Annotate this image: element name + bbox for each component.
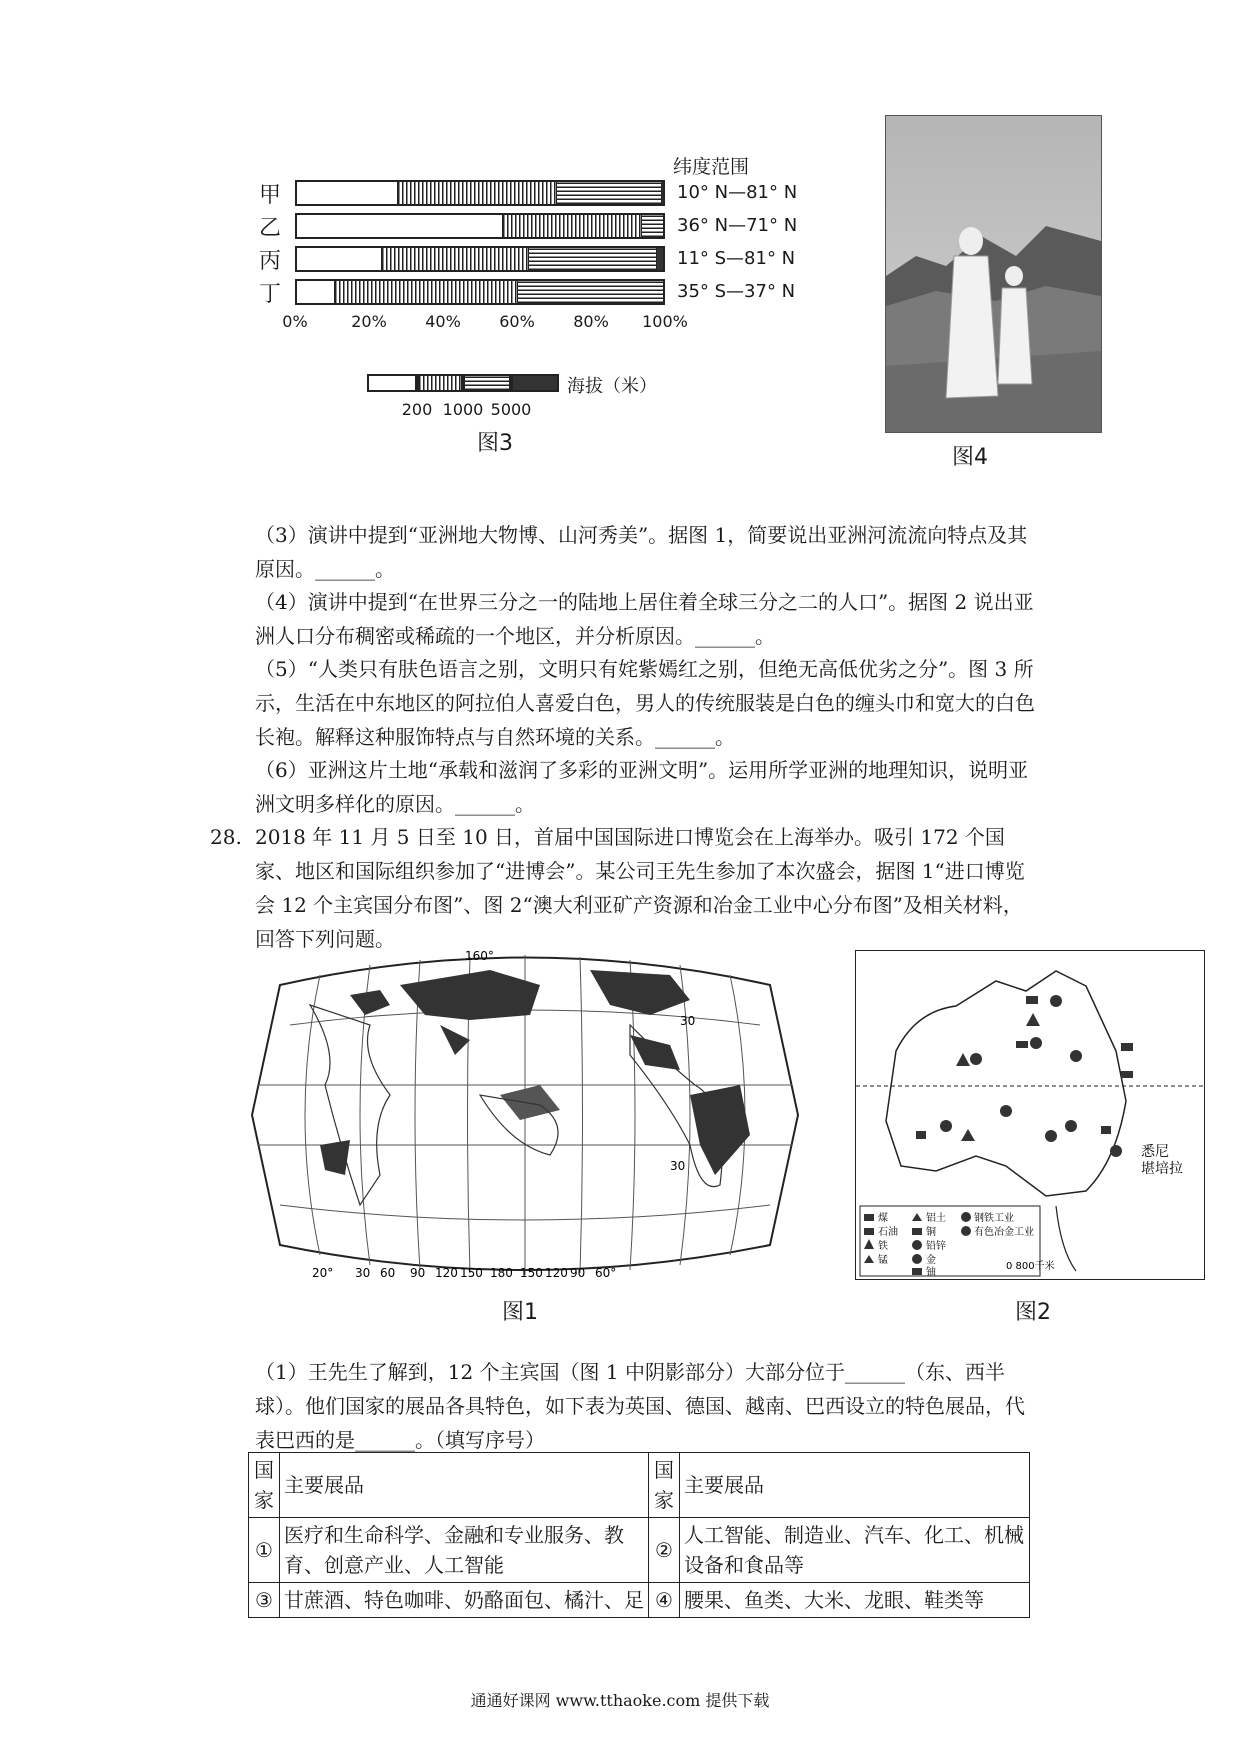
axis-tick: 100%	[642, 312, 688, 331]
altitude-segment	[528, 248, 656, 270]
axis-tick: 0%	[282, 312, 308, 331]
map1-lon-bottom: 20°	[312, 1266, 334, 1280]
question-6: （6）亚洲这片土地“承载和滋润了多彩的亚洲文明”。运用所学亚洲的地理知识，说明亚洲文明多样化的原因。______。	[255, 758, 1029, 816]
altitude-segment	[641, 215, 663, 237]
table-cell-number: ①	[249, 1518, 280, 1583]
map1-lat-label: 30	[670, 1159, 686, 1173]
altitude-segment	[661, 182, 663, 204]
altitude-segment	[381, 248, 527, 270]
map2-legend-item: 煤	[878, 1213, 888, 1224]
table-header-exhibits: 主要展品	[680, 1453, 1030, 1518]
latitude-range: 10° N—81° N	[677, 182, 798, 203]
australia-map-figure-2	[855, 950, 1205, 1280]
question-4: （4）演讲中提到“在世界三分之一的陆地上居住着全球三分之二的人口”。据图 2 说出亚洲人口分布稠密或稀疏的一个地区，并分析原因。______。	[255, 590, 1034, 648]
altitude-segment	[297, 215, 502, 237]
question-28-number: 28.	[210, 825, 242, 849]
row-label: 丙	[258, 249, 281, 274]
map1-lon-bottom: 120	[435, 1266, 458, 1280]
altitude-segment	[334, 281, 517, 303]
altitude-segment	[297, 281, 334, 303]
map2-legend-item: 有色冶金工业	[974, 1227, 1034, 1238]
altitude-segment	[656, 248, 663, 270]
map1-lon-bottom: 150	[460, 1266, 483, 1280]
latitude-range: 36° N—71° N	[677, 215, 798, 236]
axis-tick: 20%	[351, 312, 387, 331]
axis-tick: 60%	[499, 312, 535, 331]
figure-3-altitude-chart	[255, 156, 875, 460]
altitude-segment	[502, 215, 641, 237]
axis-tick: 80%	[573, 312, 609, 331]
figure-4-photo	[885, 115, 1102, 433]
map1-lon-bottom: 90	[410, 1266, 426, 1280]
altitude-segment	[517, 281, 663, 303]
altitude-segment	[397, 182, 556, 204]
map1-lon-label: 160°	[465, 949, 494, 963]
axis-tick: 40%	[425, 312, 461, 331]
figure-2-caption: 图2	[1015, 1300, 1051, 1325]
map2-legend-item: 铜	[926, 1227, 936, 1238]
map1-lon-bottom: 180	[490, 1266, 513, 1280]
latitude-range: 11° S—81° N	[677, 248, 796, 269]
table-row	[249, 1518, 1030, 1583]
table-cell-number: ④	[649, 1583, 680, 1618]
legend-value: 1000	[442, 400, 484, 419]
map1-lat-label: 30	[680, 1014, 696, 1028]
legend-swatch-200-1000	[417, 374, 463, 392]
map1-lon-bottom: 30	[355, 1266, 371, 1280]
row-label: 丁	[258, 282, 281, 307]
question-28-text: 2018 年 11 月 5 日至 10 日，首届中国国际进口博览会在上海举办。吸引 172 个国家、地区和国际组织参加了“进博会”。某公司王先生参加了本次盛会，据图 1“进口博览会 12 个主宾国分布图”、图 2“澳大利亚矿产资源和冶金工业中心分布图”及相关材料，回答下列问题。	[255, 825, 1025, 951]
altitude-bar	[295, 246, 665, 272]
map1-lon-bottom: 60°	[595, 1266, 617, 1280]
map1-lon-bottom: 120	[545, 1266, 568, 1280]
map2-legend-item: 金	[926, 1255, 936, 1266]
table-cell-exhibits: 甘蔗酒、特色咖啡、奶酪面包、橘汁、足	[280, 1583, 649, 1618]
question-28-1: （1）王先生了解到，12 个主宾国（图 1 中阴影部分）大部分位于______（东、西半球）。他们国家的展品各具特色，如下表为英国、德国、越南、巴西设立的特色展品，代表巴西的是______。（填写序号）	[255, 1360, 1025, 1452]
question-5: （5）“人类只有肤色语言之别，文明只有姹紫嫣红之别，但绝无高低优劣之分”。图 3 所示，生活在中东地区的阿拉伯人喜爱白色，男人的传统服装是白色的缠头巾和宽大的白色长袍。解释这种服饰特点与自然环境的关系。______。	[255, 657, 1035, 749]
figure-1-caption: 图1	[502, 1300, 538, 1325]
legend-swatch-1000-5000	[463, 374, 511, 392]
map2-city: 悉尼	[1141, 1144, 1169, 1160]
page-footer: 通通好课网 www.tthaoke.com 提供下载	[470, 1691, 770, 1710]
map1-lon-bottom: 60	[380, 1266, 396, 1280]
table-row	[249, 1583, 1030, 1618]
table-header-exhibits: 主要展品	[280, 1453, 649, 1518]
map2-legend-item: 铝土	[926, 1213, 946, 1224]
table-cell-number: ③	[249, 1583, 280, 1618]
legend-swatch-above-5000	[511, 374, 559, 392]
map2-legend-item: 锰	[878, 1255, 888, 1266]
map1-lon-bottom: 90	[570, 1266, 586, 1280]
figure-4-caption: 图4	[952, 445, 988, 470]
latitude-range: 35° S—37° N	[677, 281, 796, 302]
row-label: 甲	[258, 183, 281, 208]
question-3: （3）演讲中提到“亚洲地大物博、山河秀美”。据图 1，简要说出亚洲河流流向特点及其原因。______。	[255, 523, 1028, 581]
map2-legend-item: 铁	[878, 1241, 888, 1252]
altitude-segment	[297, 248, 381, 270]
map1-lon-bottom: 150	[520, 1266, 543, 1280]
table-header-row	[249, 1453, 1030, 1518]
lat-range-header: 纬度范围	[673, 156, 750, 178]
altitude-bar	[295, 180, 665, 206]
table-cell-number: ②	[649, 1518, 680, 1583]
legend-swatch-0-200	[367, 374, 417, 392]
table-cell-exhibits: 医疗和生命科学、金融和专业服务、教育、创意产业、人工智能	[280, 1518, 649, 1583]
exhibits-table	[248, 1452, 1030, 1618]
map2-legend-item: 钢铁工业	[974, 1213, 1014, 1224]
table-cell-exhibits: 人工智能、制造业、汽车、化工、机械设备和食品等	[680, 1518, 1030, 1583]
legend-value: 5000	[490, 400, 532, 419]
row-label: 乙	[258, 216, 281, 241]
legend-title: 海拔（米）	[567, 376, 657, 397]
map2-legend-item: 铅锌	[926, 1241, 946, 1252]
altitude-bar	[295, 279, 665, 305]
altitude-segment	[556, 182, 661, 204]
figure-3-caption: 图3	[477, 431, 513, 456]
map2-city2: 堪培拉	[1141, 1161, 1183, 1177]
map2-scale: 0 800千米	[1006, 1261, 1055, 1272]
legend-value: 200	[401, 400, 433, 419]
map2-legend-item: 铀	[926, 1267, 936, 1278]
map2-legend-item: 石油	[878, 1227, 898, 1238]
altitude-bar	[295, 213, 665, 239]
world-map-figure-1	[250, 945, 800, 1290]
table-cell-exhibits: 腰果、鱼类、大米、龙眼、鞋类等	[680, 1583, 1030, 1618]
table-header-country: 国家	[649, 1453, 680, 1518]
altitude-segment	[297, 182, 397, 204]
table-header-country: 国家	[249, 1453, 280, 1518]
